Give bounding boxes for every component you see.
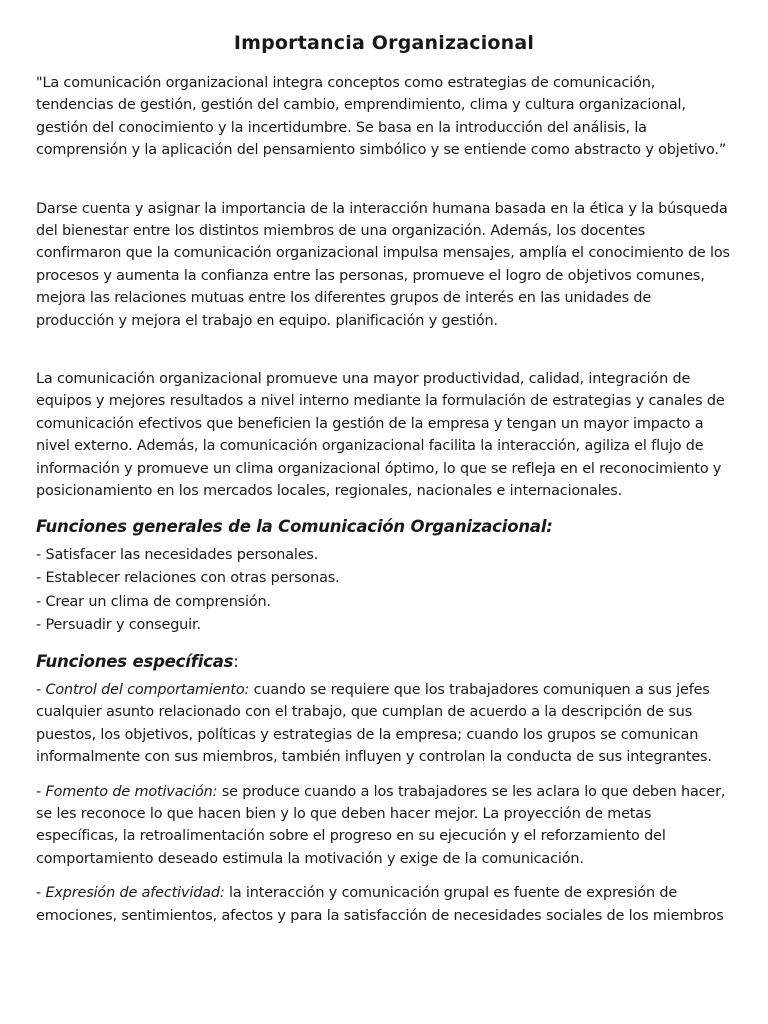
paragraph-spacer	[36, 332, 732, 368]
specific-function-item	[36, 781, 732, 871]
intro-quote-paragraph: "La comunicación organizacional integra conceptos como estrategias de comunicación, tendencias de gestión, gestión del cambio, emprendimiento, clima y cultura organizacional, gestión del conocimiento y la incertidumbre. Se basa en la introducción del análisis, la comprensión y la aplicación del pensamiento simbólico y se entiende como abstracto y objetivo.”	[36, 75, 727, 159]
item-term: Fomento de motivación:	[45, 783, 218, 800]
item-prefix: -	[36, 885, 46, 902]
general-functions-heading: Funciones generales de la Comunicación Organizacional:	[36, 516, 553, 536]
specific-functions-heading	[36, 652, 732, 671]
item-term: Control del comportamiento:	[45, 681, 250, 698]
item-term: Expresión de afectividad:	[45, 885, 225, 902]
list-item: - Crear un clima de comprensión.	[36, 593, 271, 610]
item-prefix: -	[36, 681, 46, 698]
productivity-paragraph: La comunicación organizacional promueve una mayor productividad, calidad, integración de equipos y mejores resultados a nivel interno mediante la formulación de estrategias y canales de comunicación efectivos que beneficien la gestión de la empresa y tengan un mayor impacto a nivel externo. Además, la comunicación organizacional facilita la interacción, agiliza el flujo de información y promueve un clima organizacional óptimo, lo que se refleja en el reconocimiento y posicionamiento en los mercados locales, regionales, nacionales e internacionales.	[36, 371, 725, 500]
specific-function-item	[36, 679, 732, 769]
list-item: - Satisfacer las necesidades personales.	[36, 546, 319, 563]
item-text: cuando se requiere que los trabajadores comuniquen a sus jefes cualquier asunto relacionado con el trabajo, que cumplan de acuerdo a la descripción de sus puestos, los objetivos, políticas y estrategias de la empresa; cuando los grupos se comunican informalmente con sus miembros, también influyen y controlan la conducta de sus integrantes.	[36, 681, 712, 766]
item-text: la interacción y comunicación grupal es fuente de expresión de emociones, sentimientos, afectos y para la satisfacción de necesidades sociales de los miembros	[36, 885, 724, 924]
general-functions-list	[36, 544, 732, 638]
paragraph-spacer	[36, 162, 732, 198]
document-title: Importancia Organizacional	[233, 32, 535, 54]
list-item: - Persuadir y conseguir.	[36, 617, 201, 634]
item-text: se produce cuando a los trabajadores se les aclara lo que deben hacer, se les reconoce lo que hacen bien y lo que deben hacer mejor. La proyección de metas específicas, la retroalimentación sobre el progreso en su ejecución y el reforzamiento del comportamiento deseado estimula la motivación y exige de la comunicación.	[36, 783, 726, 867]
importance-paragraph: Darse cuenta y asignar la importancia de la interacción humana basada en la ética y la búsqueda del bienestar entre los distintos miembros de una organización. Además, los docentes confirmaron que la comunicación organizacional impulsa mensajes, amplía el conocimiento de los procesos y aumenta la confianza entre las personas, promueve el logro de objetivos comunes, mejora las relaciones mutuas entre los diferentes grupos de interés en las unidades de producción y mejora el trabajo en equipo. planificación y gestión.	[36, 200, 730, 329]
heading-colon: :	[233, 651, 239, 671]
specific-functions-heading-text: Funciones específicas	[36, 651, 234, 671]
specific-function-item	[36, 882, 732, 927]
list-item: - Establecer relaciones con otras personas.	[36, 570, 340, 587]
item-prefix: -	[36, 783, 46, 800]
